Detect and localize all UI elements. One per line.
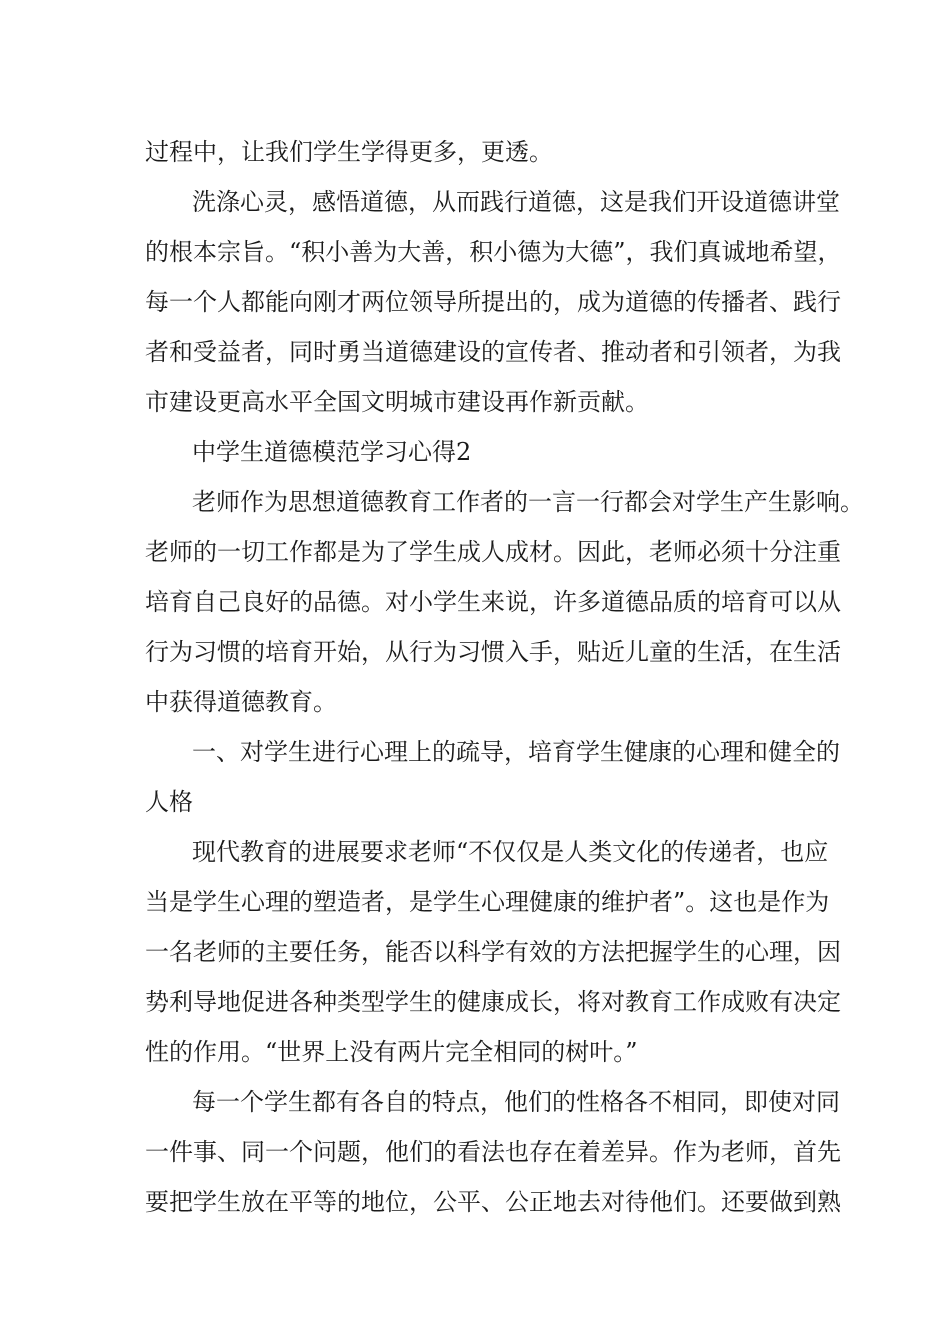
text-line: 老师的一切工作都是为了学生成人成材。因此，老师必须十分注重 bbox=[145, 538, 841, 566]
text-line: 者和受益者，同时勇当道德建设的宣传者、推动者和引领者，为我 bbox=[145, 338, 841, 366]
text-line: 培育自己良好的品德。对小学生来说，许多道德品质的培育可以从 bbox=[145, 588, 841, 616]
text-line: 要把学生放在平等的地位，公平、公正地去对待他们。还要做到熟 bbox=[145, 1188, 841, 1216]
text-line: 现代教育的进展要求老师“不仅仅是人类文化的传递者，也应 bbox=[192, 838, 829, 866]
text-line: 一、对学生进行心理上的疏导，培育学生健康的心理和健全的 bbox=[192, 738, 840, 766]
text-line: 性的作用。“世界上没有两片完全相同的树叶。” bbox=[145, 1038, 638, 1066]
text-line: 一件事、同一个问题，他们的看法也存在着差异。作为老师，首先 bbox=[145, 1138, 841, 1166]
text-line: 洗涤心灵，感悟道德，从而践行道德，这是我们开设道德讲堂 bbox=[192, 188, 840, 216]
section-heading: 中学生道德模范学习心得2 bbox=[192, 438, 472, 466]
text-line: 每一个学生都有各自的特点，他们的性格各不相同，即使对同 bbox=[192, 1088, 840, 1116]
text-line: 中获得道德教育。 bbox=[145, 688, 337, 716]
text-line: 人格 bbox=[145, 788, 193, 816]
text-line: 市建设更高水平全国文明城市建设再作新贡献。 bbox=[145, 388, 649, 416]
text-line: 的根本宗旨。“积小善为大善，积小德为大德”，我们真诚地希望， bbox=[145, 238, 842, 266]
text-line: 行为习惯的培育开始，从行为习惯入手，贴近儿童的生活，在生活 bbox=[145, 638, 841, 666]
text-line: 势利导地促进各种类型学生的健康成长，将对教育工作成败有决定 bbox=[145, 988, 841, 1016]
text-line: 每一个人都能向刚才两位领导所提出的，成为道德的传播者、践行 bbox=[145, 288, 841, 316]
text-line: 一名老师的主要任务，能否以科学有效的方法把握学生的心理，因 bbox=[145, 938, 841, 966]
text-line: 过程中，让我们学生学得更多，更透。 bbox=[145, 138, 553, 166]
text-line: 老师作为思想道德教育工作者的一言一行都会对学生产生影响。 bbox=[192, 488, 864, 516]
text-line: 当是学生心理的塑造者，是学生心理健康的维护者”。这也是作为 bbox=[145, 888, 830, 916]
